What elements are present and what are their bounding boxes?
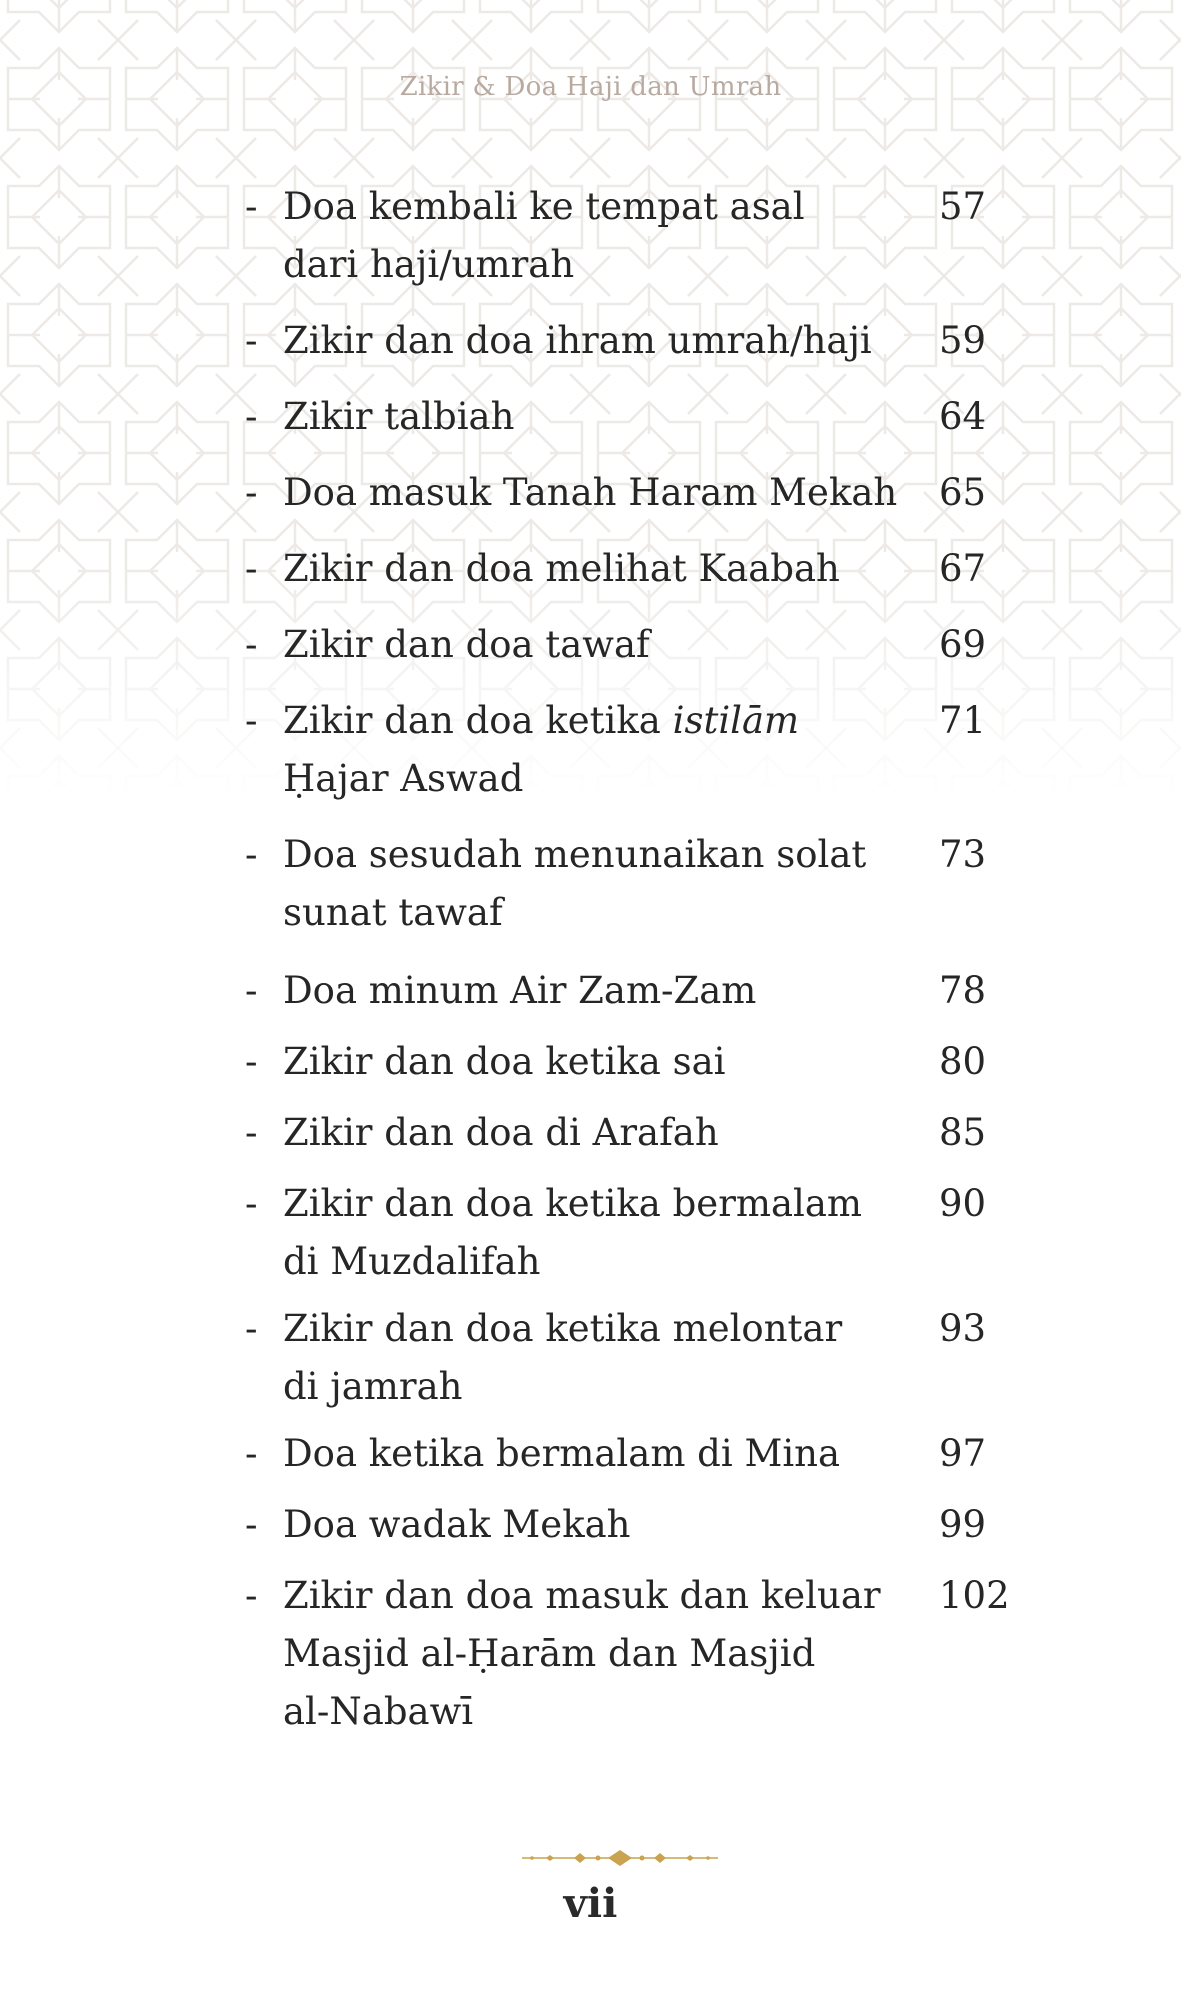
toc-dash: - bbox=[245, 623, 258, 666]
toc-entry-title: Zikir dan doa ketika melontar di jamrah bbox=[283, 1307, 843, 1408]
toc-dash: - bbox=[245, 1182, 258, 1225]
toc-entry-title: Zikir dan doa ihram umrah/haji bbox=[283, 319, 872, 362]
toc-dash: - bbox=[245, 395, 258, 438]
toc-page-number: 99 bbox=[939, 1503, 987, 1546]
toc-dash: - bbox=[245, 1040, 258, 1083]
toc-entry-title: Zikir dan doa tawaf bbox=[283, 623, 650, 666]
toc-dash: - bbox=[245, 1307, 258, 1350]
toc-page-number: 78 bbox=[939, 969, 987, 1012]
toc-dash: - bbox=[245, 969, 258, 1012]
toc-dash: - bbox=[245, 185, 258, 228]
toc-entry-title: Doa wadak Mekah bbox=[283, 1503, 631, 1546]
toc-page-number: 64 bbox=[939, 395, 987, 438]
toc-page-number: 97 bbox=[939, 1432, 987, 1475]
toc-entry-title: Zikir dan doa melihat Kaabah bbox=[283, 547, 840, 590]
toc-dash: - bbox=[245, 1503, 258, 1546]
italic-term: istilām bbox=[672, 699, 800, 742]
toc-dash: - bbox=[245, 833, 258, 876]
toc-entry-title: Zikir talbiah bbox=[283, 395, 515, 438]
toc-entry-title: Doa ketika bermalam di Mina bbox=[283, 1432, 841, 1475]
toc-dash: - bbox=[245, 1574, 258, 1617]
toc-dash: - bbox=[245, 319, 258, 362]
toc-entry-title: Zikir dan doa ketika istilām Ḥajar Aswad bbox=[283, 699, 800, 800]
page-number: vii bbox=[563, 1880, 618, 1927]
toc-entry-title: Zikir dan doa di Arafah bbox=[283, 1111, 719, 1154]
toc-dash: - bbox=[245, 1111, 258, 1154]
toc-entry-title: Doa sesudah menunaikan solat sunat tawaf bbox=[283, 833, 867, 934]
toc-page-number: 67 bbox=[939, 547, 987, 590]
toc-dash: - bbox=[245, 699, 258, 742]
toc-page-number: 71 bbox=[939, 699, 987, 742]
running-header: Zikir & Doa Haji dan Umrah bbox=[399, 72, 782, 102]
toc-page-number: 65 bbox=[939, 471, 987, 514]
toc-page-number: 85 bbox=[939, 1111, 987, 1154]
toc-dash: - bbox=[245, 471, 258, 514]
toc-entry-title: Zikir dan doa masuk dan keluar Masjid al-Ḥarām dan Masjid al-Nabawī bbox=[283, 1574, 881, 1733]
toc-page-number: 90 bbox=[939, 1182, 987, 1225]
gold-ornament-divider bbox=[520, 1846, 720, 1870]
toc-entry-title: Zikir dan doa ketika sai bbox=[283, 1040, 726, 1083]
toc-dash: - bbox=[245, 1432, 258, 1475]
toc-page-number: 93 bbox=[939, 1307, 987, 1350]
toc-dash: - bbox=[245, 547, 258, 590]
toc-page-number: 73 bbox=[939, 833, 987, 876]
toc-entry-title: Doa minum Air Zam-Zam bbox=[283, 969, 757, 1012]
toc-page-number: 80 bbox=[939, 1040, 987, 1083]
toc-page-number: 69 bbox=[939, 623, 987, 666]
toc-page-number: 59 bbox=[939, 319, 987, 362]
toc-page-number: 102 bbox=[939, 1574, 1010, 1617]
toc-entry-title: Zikir dan doa ketika bermalam di Muzdalifah bbox=[283, 1182, 863, 1283]
toc-entry-title: Doa masuk Tanah Haram Mekah bbox=[283, 471, 898, 514]
toc-entry-title: Doa kembali ke tempat asal dari haji/umrah bbox=[283, 185, 805, 286]
toc-page-number: 57 bbox=[939, 185, 987, 228]
